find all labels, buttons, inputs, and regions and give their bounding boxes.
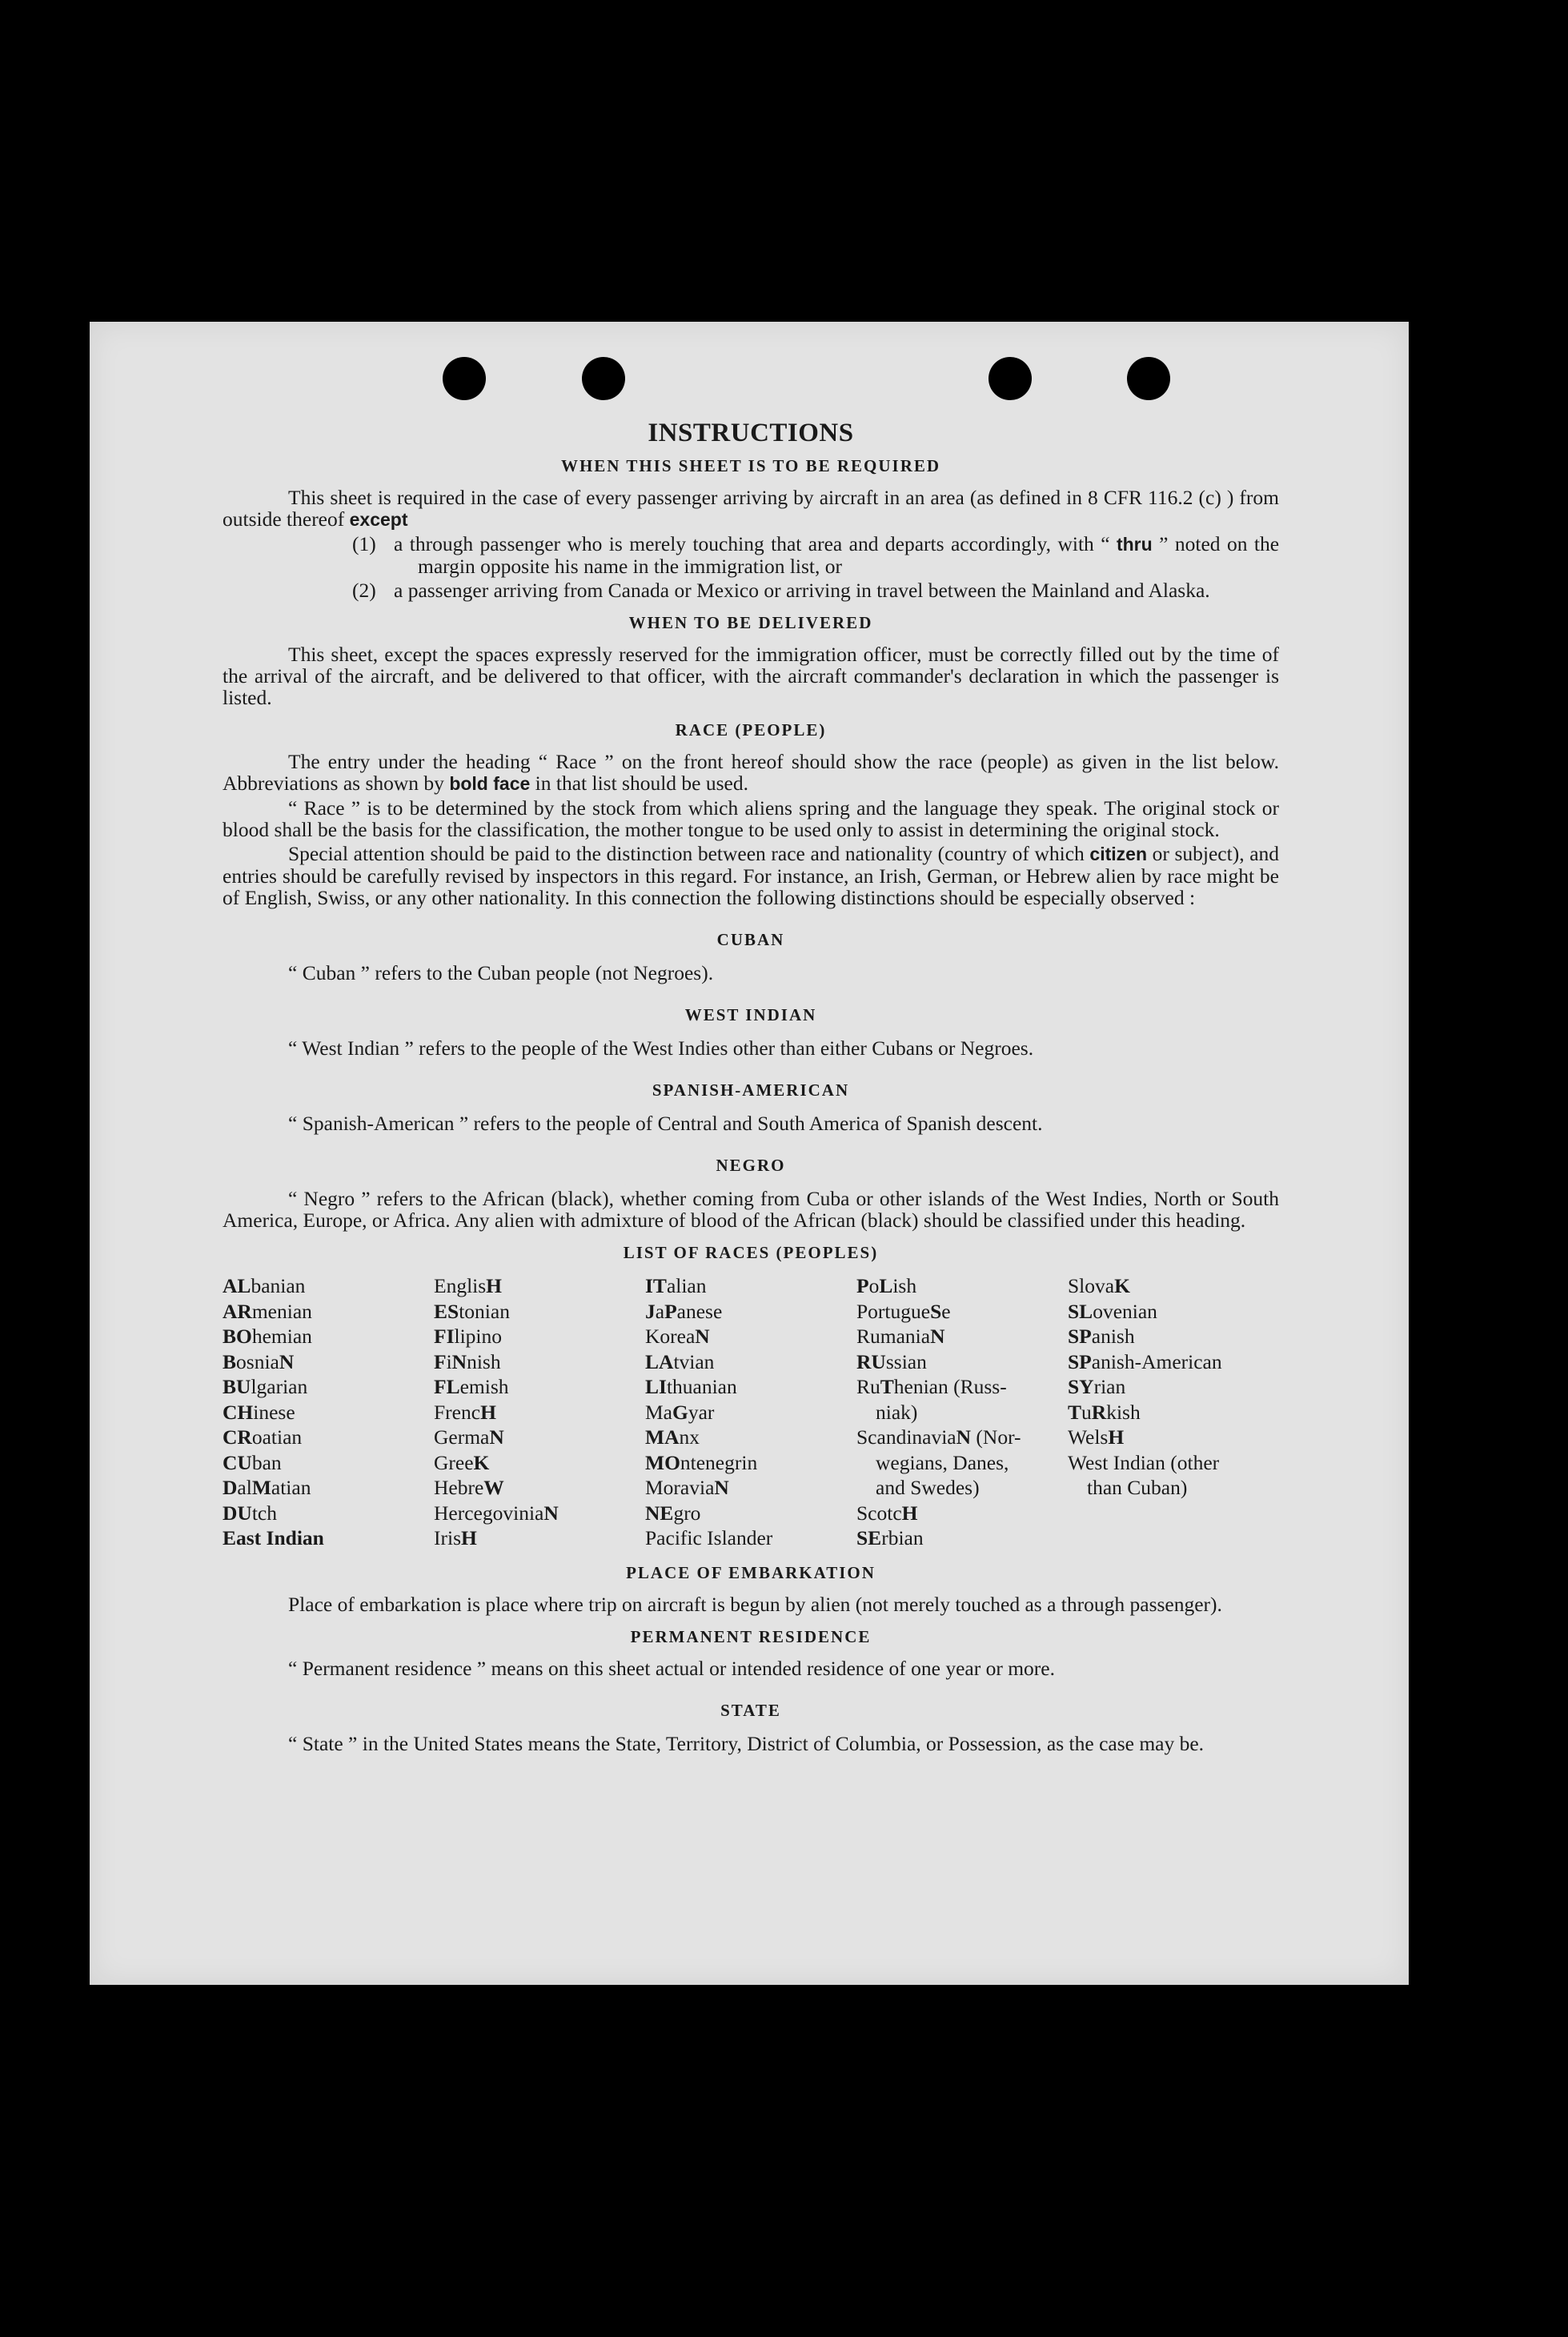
race-item: CHinese <box>223 1400 295 1424</box>
race-item: DUtch <box>223 1501 277 1525</box>
race-item: MOntenegrin <box>645 1450 758 1474</box>
race-item: BUlgarian <box>223 1375 308 1398</box>
race-item: SErbian <box>856 1526 924 1549</box>
race-item: HercegoviniaN <box>434 1501 559 1525</box>
race-item: FLemish <box>434 1375 509 1398</box>
race-column <box>223 1273 434 1551</box>
race-item: MaGyar <box>645 1400 715 1424</box>
race-item: LAtvian <box>645 1349 715 1373</box>
heading-west-indian: WEST INDIAN <box>684 1005 817 1024</box>
punch-hole <box>989 357 1032 400</box>
race-item: than Cuban) <box>1087 1476 1188 1499</box>
race-item: wegians, Danes, <box>876 1450 1009 1474</box>
race-item: DalMatian <box>223 1476 311 1499</box>
race-column <box>645 1273 856 1551</box>
paragraph-residence: “ Permanent residence ” means on this sheet actual or intended residence of one year or more. <box>288 1656 1055 1680</box>
heading-cuban: CUBAN <box>716 930 785 949</box>
race-item: CUban <box>223 1450 282 1474</box>
race-item: RUssian <box>856 1349 927 1373</box>
race-item: BosniaN <box>223 1349 295 1373</box>
heading-list-of-races: LIST OF RACES (PEOPLES) <box>623 1243 879 1262</box>
race-item: LIthuanian <box>645 1375 737 1398</box>
race-item: ALbanian <box>223 1274 306 1297</box>
race-item: WelsH <box>1068 1425 1125 1449</box>
race-item: JaPanese <box>645 1299 723 1323</box>
race-column <box>434 1273 645 1551</box>
heading-negro: NEGRO <box>716 1156 786 1175</box>
punch-hole <box>443 357 486 400</box>
race-item: FrencH <box>434 1400 496 1424</box>
list-item: (2) a passenger arriving from Canada or Mexico or arriving in travel between the Mainland and Alaska. <box>352 579 1210 602</box>
paragraph-cuban: “ Cuban ” refers to the Cuban people (not Negroes). <box>288 961 714 984</box>
race-item: SlovaK <box>1068 1274 1130 1297</box>
race-item: EnglisH <box>434 1274 503 1297</box>
heading-embarkation: PLACE OF EMBARKATION <box>626 1562 876 1582</box>
heading-race: RACE (PEOPLE) <box>675 720 827 740</box>
race-item: HebreW <box>434 1476 504 1499</box>
race-item: FIlipino <box>434 1325 503 1348</box>
race-item: niak) <box>876 1400 918 1424</box>
punch-hole <box>582 357 625 400</box>
race-item: MoraviaN <box>645 1476 729 1499</box>
race-item: TuRkish <box>1068 1400 1141 1424</box>
race-item: SLovenian <box>1068 1299 1157 1323</box>
race-item: KoreaN <box>645 1325 710 1348</box>
paragraph-embarkation: Place of embarkation is place where trip on aircraft is begun by alien (not merely touched as a through passenger). <box>288 1592 1222 1616</box>
instructions-content <box>223 419 1280 1757</box>
list-item: (1) a through passenger who is merely touching that area and departs accordingly, with “ thru ” noted on the margin opposite his name in the immigration list, or <box>352 532 1280 578</box>
punch-hole <box>1127 357 1170 400</box>
paragraph-when-delivered: This sheet, except the spaces expressly reserved for the immigration officer, must be correctly filled out by the time of the arrival of the aircraft, and be delivered to that officer, with the aircraft commander's declaration in which the passenger is listed. <box>223 643 1279 709</box>
race-column <box>856 1273 1068 1551</box>
race-item: GermaN <box>434 1425 504 1449</box>
paragraph-race-2: “ Race ” is to be determined by the stock from which aliens spring and the language they speak. The original stock or blood shall be the basis for the classification, the mother tongue to be used only to assist in determining the original stock. <box>223 796 1279 841</box>
race-item: IrisH <box>434 1526 477 1549</box>
race-item: RuThenian (Russ- <box>856 1375 1007 1398</box>
page-title: INSTRUCTIONS <box>648 419 854 447</box>
race-item: East Indian <box>223 1526 324 1549</box>
race-item: PortugueSe <box>856 1299 951 1323</box>
paragraph-spanish-american: “ Spanish-American ” refers to the people of Central and South America of Spanish descent. <box>288 1112 1043 1135</box>
heading-when-required: WHEN THIS SHEET IS TO BE REQUIRED <box>560 456 941 475</box>
race-item: SYrian <box>1068 1375 1126 1398</box>
race-column <box>1068 1273 1279 1551</box>
heading-when-delivered: WHEN TO BE DELIVERED <box>628 613 873 632</box>
race-item: PoLish <box>856 1274 917 1297</box>
race-item: FiNnish <box>434 1349 501 1373</box>
paragraph-state: “ State ” in the United States means the State, Territory, District of Columbia, or Possession, as the case may be. <box>288 1731 1205 1755</box>
race-item: SPanish <box>1068 1325 1135 1348</box>
paragraph-negro: “ Negro ” refers to the African (black), whether coming from Cuba or other islands of the West Indies, North or South America, Europe, or Africa. Any alien with admixture of blood of the African (black) should be classified under this heading. <box>223 1187 1279 1232</box>
race-item: GreeK <box>434 1450 490 1474</box>
race-item: Pacific Islander <box>645 1526 773 1549</box>
heading-spanish-american: SPANISH-AMERICAN <box>652 1080 850 1100</box>
race-item: SPanish-American <box>1068 1349 1222 1373</box>
race-item: and Swedes) <box>876 1476 980 1499</box>
race-item: ScandinaviaN (Nor- <box>856 1425 1021 1449</box>
race-item: RumaniaN <box>856 1325 945 1348</box>
race-item: West Indian (other <box>1068 1450 1220 1474</box>
paragraph-race-1: The entry under the heading “ Race ” on the front hereof should show the race (people) as given in the list below. Abbreviations as shown by bold face in that list should be used. <box>223 750 1279 795</box>
paragraph-race-3: Special attention should be paid to the distinction between race and nationality (country of which citizen or subject), and entries should be carefully revised by inspectors in this regard. For instance, an Irish, German, or Hebrew alien by race might be of English, Swiss, or any other nationality. In this connection the following distinctions should be especially observed : <box>223 842 1280 909</box>
race-item: MAnx <box>645 1425 700 1449</box>
races-list <box>223 1273 1279 1551</box>
race-item: ITalian <box>645 1274 707 1297</box>
heading-residence: PERMANENT RESIDENCE <box>630 1626 872 1646</box>
paragraph-when-required: This sheet is required in the case of every passenger arriving by aircraft in an area (as defined in 8 CFR 116.2 (c) ) from outside thereof except <box>223 486 1279 531</box>
race-item: CRoatian <box>223 1425 303 1449</box>
race-item: NEgro <box>645 1501 701 1525</box>
document-sheet <box>90 322 1409 1985</box>
race-item: BOhemian <box>223 1325 312 1348</box>
race-item: ARmenian <box>223 1299 312 1323</box>
heading-state: STATE <box>720 1700 781 1720</box>
race-item: EStonian <box>434 1299 510 1323</box>
paragraph-west-indian: “ West Indian ” refers to the people of the West Indies other than either Cubans or Negroes. <box>288 1036 1034 1060</box>
race-item: ScotcH <box>856 1501 918 1525</box>
